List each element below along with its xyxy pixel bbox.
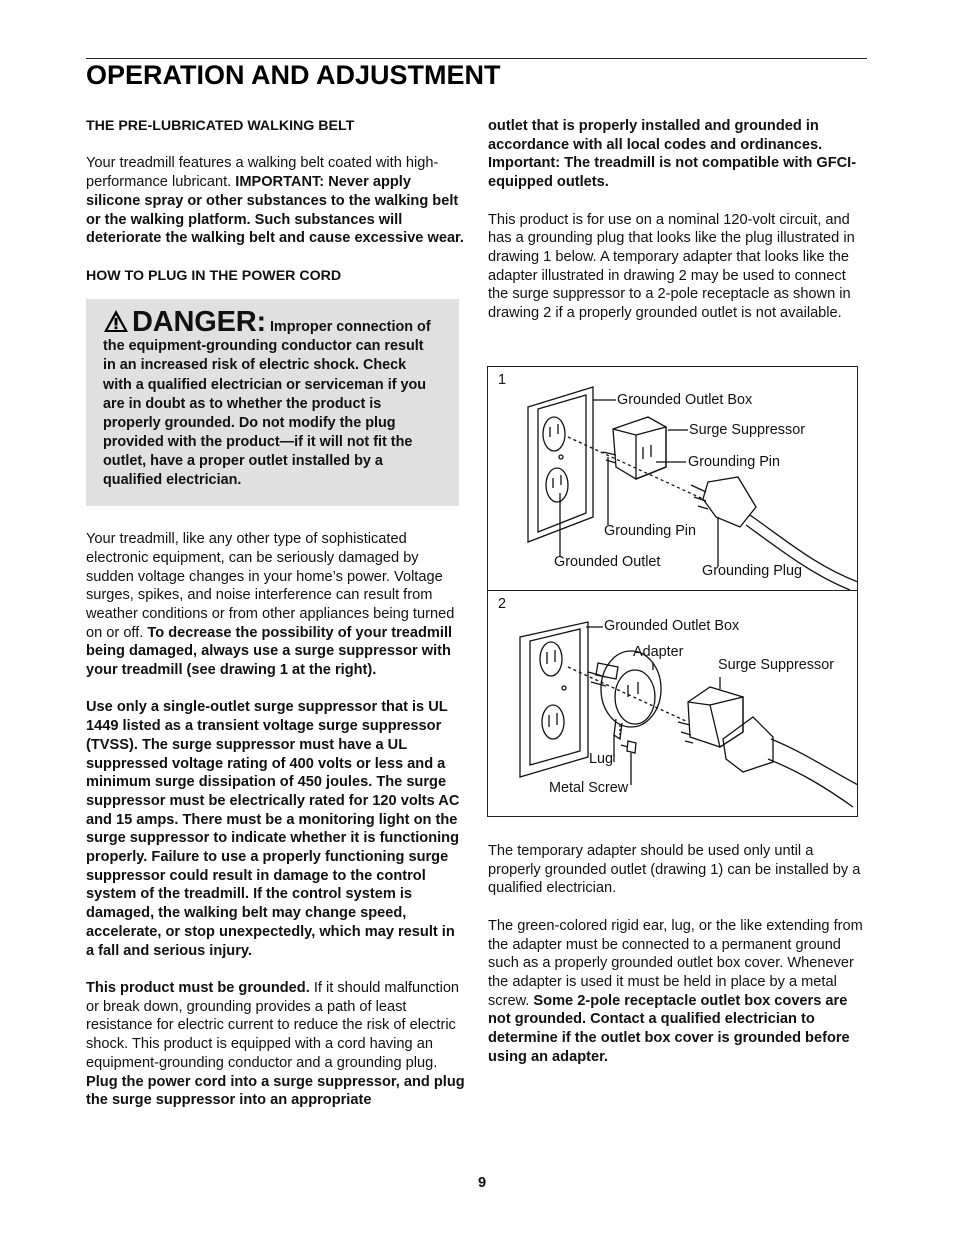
suppressor-requirements: Use only a single-outlet surge suppressor that is UL 1449 listed as a transient voltage surge suppressor (TVSS). The surge suppressor must have a UL suppressed voltage rating of 400 volts or less and a minimum surge dissipation of 450 joules. The surge suppressor must be electrically rated for 120 volts AC and 15 amps. There must be a monitoring light on the surge suppressor to indicate whether it is functioning properly. Failure to use a properly functioning surge suppressor could result in damage to the control system of the treadmill. If the control system is damaged, the walking belt may change speed, accelerate, or stop unexpectedly, which may result in a fall and serious injury. (86, 699, 460, 959)
temporary-adapter-paragraph: The temporary adapter should be used only until a properly grounded outlet (drawing 1) can be installed by a qualified electrician. (488, 843, 861, 897)
section-heading-walking-belt: THE PRE-LUBRICATED WALKING BELT (86, 118, 355, 134)
label-grounded-outlet-1: Grounded Outlet (554, 554, 661, 570)
section-heading-power-cord: HOW TO PLUG IN THE POWER CORD (86, 267, 342, 284)
label-adapter: Adapter (633, 644, 684, 660)
label-grounded-outlet-box-1: Grounded Outlet Box (617, 392, 753, 408)
danger-notice (86, 299, 459, 506)
page-number: 9 (477, 1175, 487, 1191)
label-surge-suppressor-2: Surge Suppressor (718, 657, 834, 673)
label-surge-suppressor-1: Surge Suppressor (689, 422, 805, 438)
drawing-1-number: 1 (498, 372, 507, 388)
outlet-continued: outlet that is properly installed and grounded in accordance with all local codes and ordinances. Important: The treadmill is not compatible with GFCI-equipped outlets. (488, 118, 857, 191)
label-grounding-pin-1-top: Grounding Pin (688, 454, 781, 470)
label-grounding-pin-1-bottom: Grounding Pin (604, 523, 697, 539)
grounding-instruction: Plug the power cord into a surge suppressor, and plug the surge suppressor into an appropriate (86, 1073, 465, 1109)
walking-belt-warning: IMPORTANT: Never apply silicone spray or other substances to the walking belt or the walking platform. Such substances will deteriorate the walking belt and cause excessive wear. (86, 174, 464, 247)
grounding-plug-1 (703, 477, 756, 527)
label-lug: Lug (589, 751, 614, 767)
label-grounded-outlet-box-2: Grounded Outlet Box (604, 618, 740, 634)
surge-paragraph (86, 530, 466, 680)
walking-belt-text: Your treadmill features a walking belt coated with high-performance lubricant. (86, 155, 439, 191)
grounding-heading: This product must be grounded. (86, 979, 310, 996)
drawing-2-number: 2 (498, 596, 507, 612)
top-rule (86, 58, 867, 59)
adapter-2 (601, 651, 661, 727)
label-grounding-plug-1: Grounding Plug (702, 563, 803, 579)
green-lug-paragraph (488, 917, 870, 1067)
surge-text: Your treadmill, like any other type of sophisticated electronic equipment, can be seriously damaged by sudden voltage changes in your home’s power. Voltage surges, spikes, and noise interference can result from weather conditions or from other appliances being turned on or off. (86, 531, 455, 641)
walking-belt-paragraph (86, 154, 466, 248)
green-lug-warning: Some 2-pole receptacle outlet box covers are not grounded. Contact a qualified electrician to determine if the outlet box cover is grounded before using an adapter. (488, 992, 850, 1065)
page-title: OPERATION AND ADJUSTMENT (86, 60, 501, 90)
green-lug-text: The green-colored rigid ear, lug, or the like extending from the adapter must be connected to a permanent ground such as a properly grounded outlet box cover. Whenever the adapter is used it must be held in place by a metal screw. (488, 917, 863, 1009)
grounding-paragraph (86, 979, 466, 1110)
label-metal-screw: Metal Screw (549, 780, 629, 796)
surge-warning: To decrease the possibility of your treadmill being damaged, always use a surge suppressor with your treadmill (see drawing 1 at the right). (86, 624, 453, 679)
figure-divider (488, 590, 857, 591)
plug-diagram (487, 366, 858, 817)
danger-text: Improper connection of the equipment-grounding conductor can result in an increased risk of electric shock. Check with a qualified electrician or serviceman if you are in doubt as to whether the product is properly grounded. Do not modify the plug provided with the product—if it will not fit the outlet, have a proper outlet installed by a qualified electrician. (103, 319, 431, 489)
grounding-text: If it should malfunction or break down, grounding provides a path of least resistance for electric current to reduce the risk of electric shock. This product is equipped with a cord having an equipment-grounding conductor and a grounding plug. (86, 979, 460, 1071)
danger-label: DANGER: (132, 306, 266, 339)
circuit-paragraph: This product is for use on a nominal 120-volt circuit, and has a grounding plug that looks like the plug illustrated in drawing 1 below. A temporary adapter that looks like the adapter illustrated in drawing 2 may be used to connect the surge suppressor to a 2-pole receptacle as shown in drawing 2 if a properly grounded outlet is not available. (488, 211, 855, 322)
right-column-lower (488, 842, 870, 1066)
left-column (86, 117, 466, 1110)
right-column (488, 117, 868, 323)
grounding-plug-2 (723, 717, 773, 772)
warning-triangle-icon (103, 309, 129, 333)
